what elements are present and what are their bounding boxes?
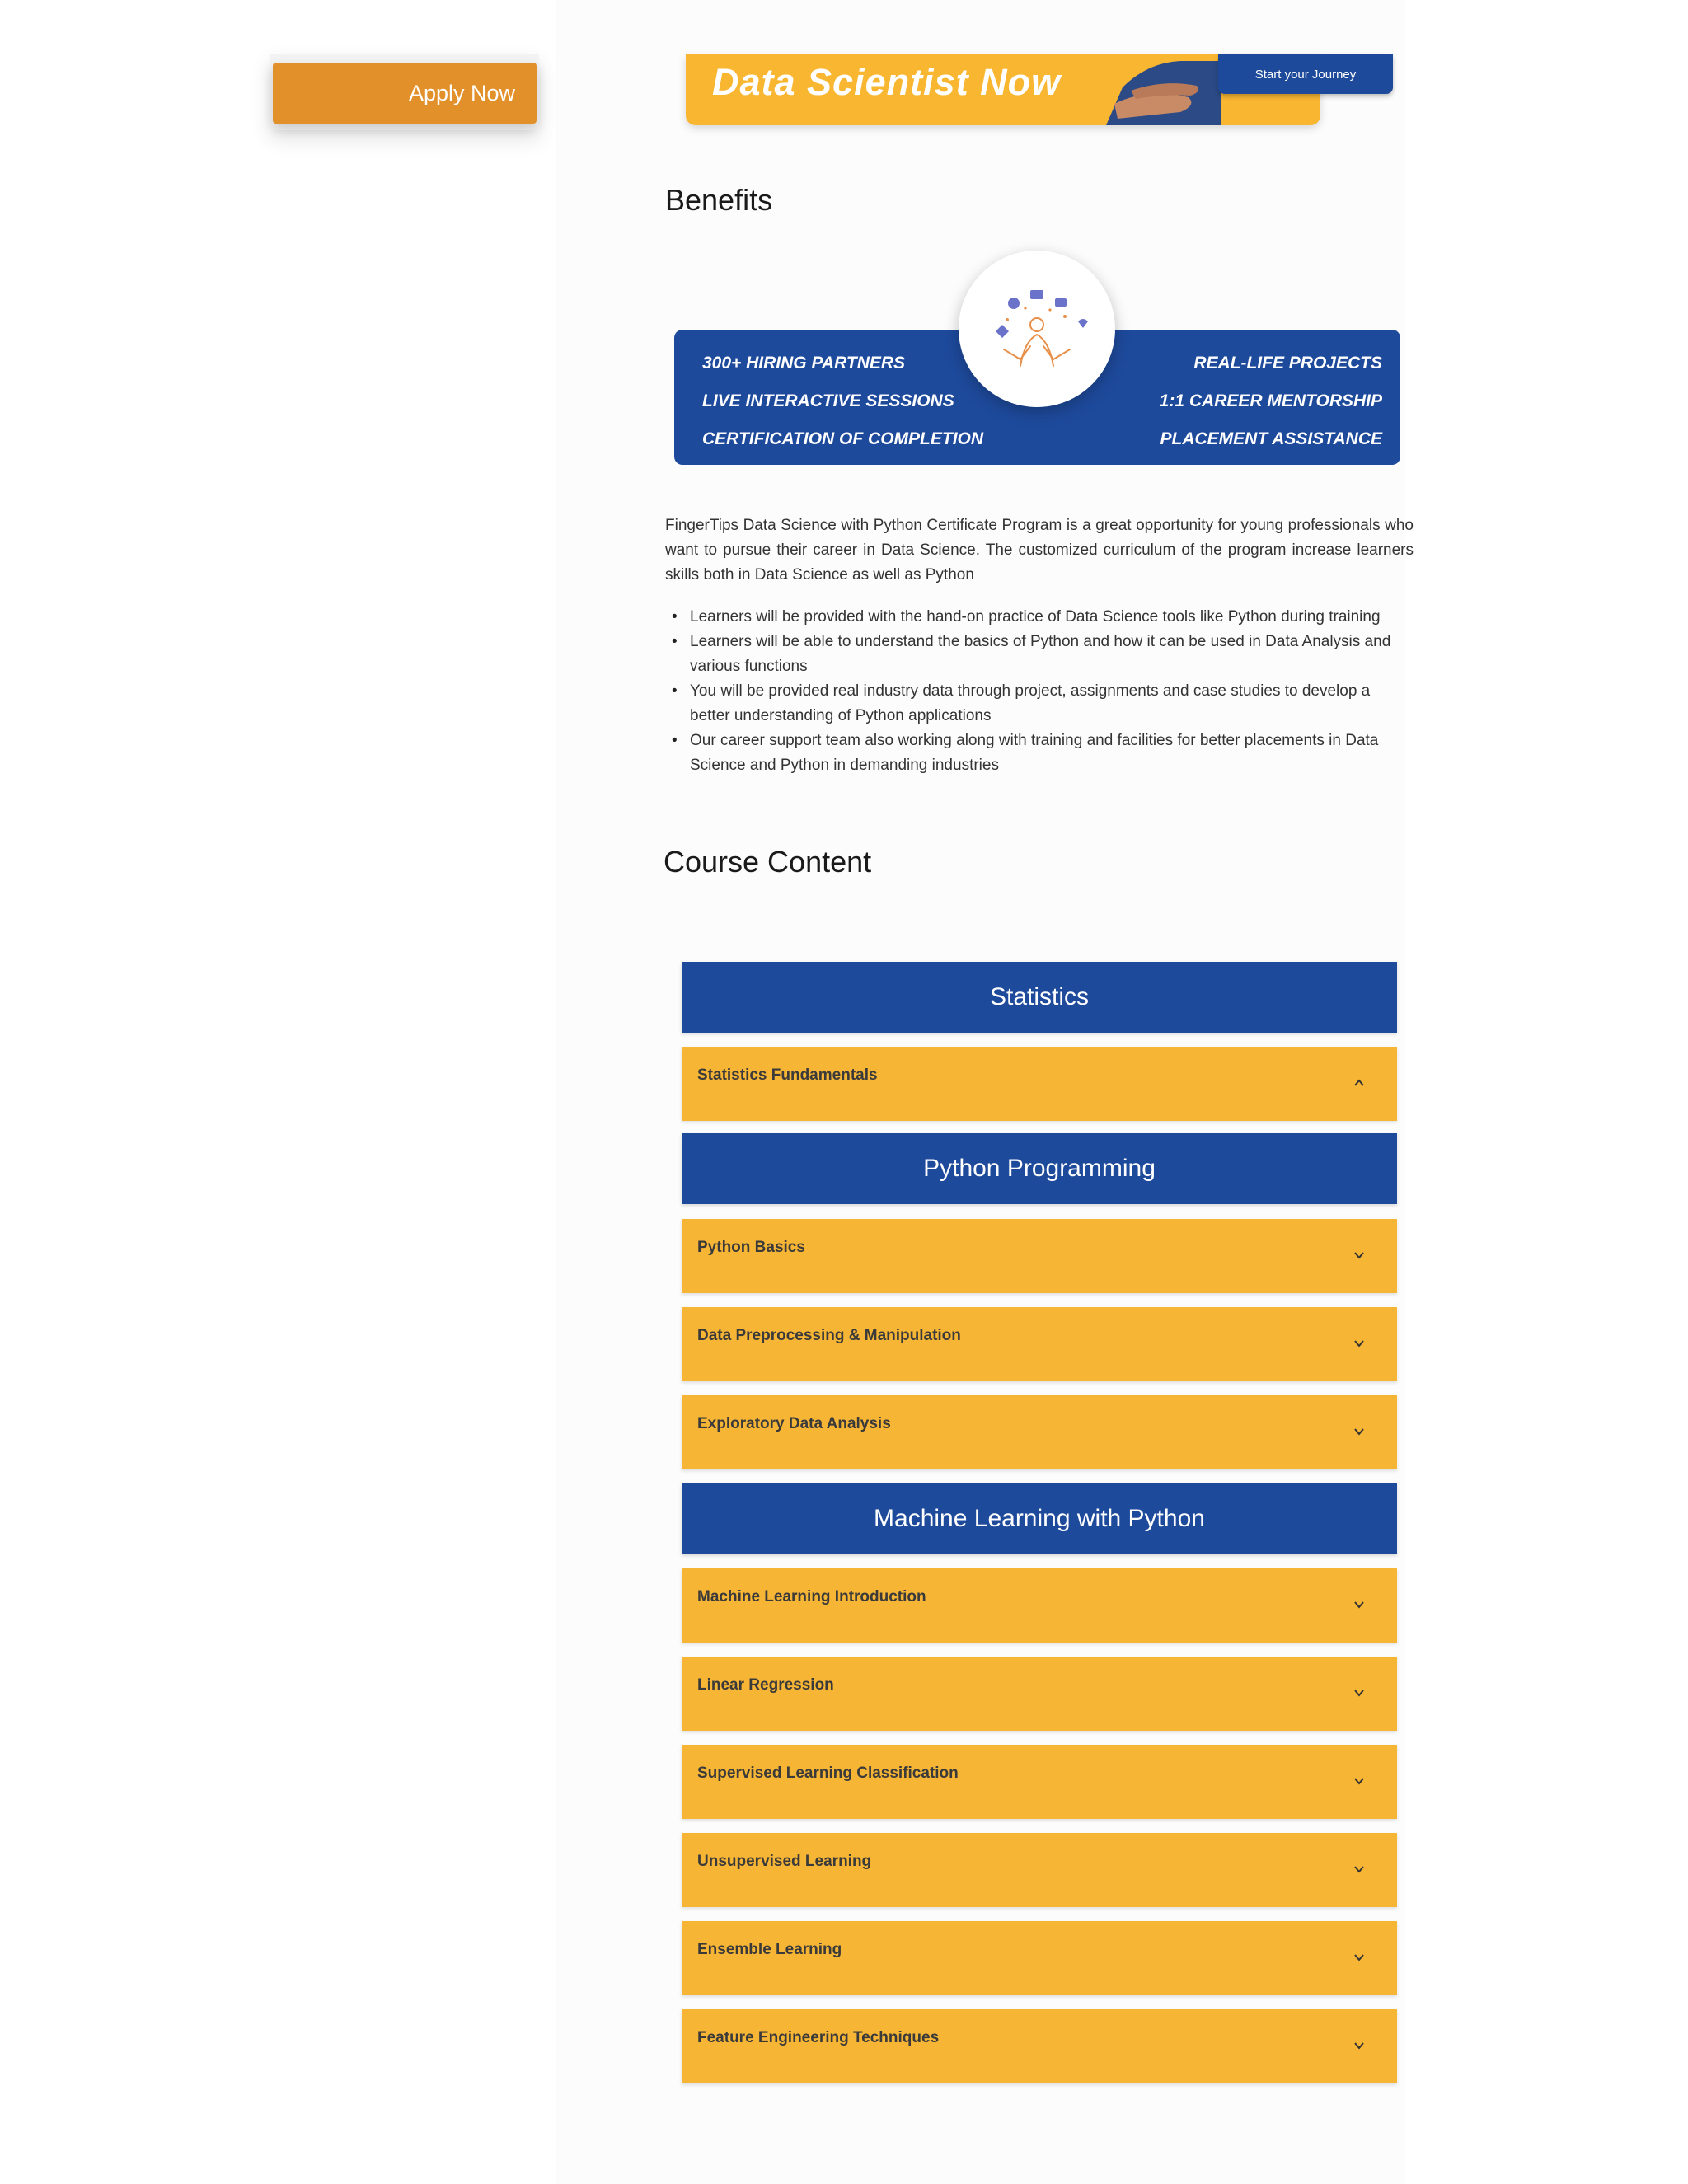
benefit-certification: CERTIFICATION OF COMPLETION [702, 429, 984, 448]
accordion-statistics-fundamentals[interactable] [682, 1047, 1397, 1121]
accordion-python-basics[interactable] [682, 1219, 1397, 1293]
accordion-data-preprocessing[interactable] [682, 1307, 1397, 1381]
chevron-down-icon[interactable] [1353, 1951, 1366, 1964]
accordion-feature-engineering[interactable] [682, 2009, 1397, 2083]
chevron-down-icon[interactable] [1353, 1598, 1366, 1611]
list-item: • Learners will be provided with the hand-on practice of Data Science tools like Python during training [672, 605, 1414, 630]
list-item: • You will be provided real industry data through project, assignments and case studies to develop a better understanding of Python applications [672, 679, 1414, 729]
accordion-label: Feature Engineering Techniques [697, 2029, 940, 2046]
accordion-label: Data Preprocessing & Manipulation [697, 1327, 961, 1344]
accordion-label: Supervised Learning Classification [697, 1765, 959, 1782]
accordion-ml-introduction[interactable] [682, 1568, 1397, 1643]
accordion-ensemble-learning[interactable] [682, 1921, 1397, 1995]
accordion-label: Statistics Fundamentals [697, 1066, 878, 1084]
start-journey-button[interactable]: Start your Journey [1218, 54, 1393, 94]
course-content-heading: Course Content [663, 845, 872, 879]
accordion-label: Ensemble Learning [697, 1941, 842, 1958]
accordion-label: Machine Learning Introduction [697, 1588, 926, 1605]
accordion-exploratory-data-analysis[interactable] [682, 1395, 1397, 1469]
chevron-down-icon[interactable] [1353, 1686, 1366, 1699]
benefit-mentorship: 1:1 CAREER MENTORSHIP [1159, 391, 1382, 410]
list-item: • Learners will be able to understand the basics of Python and how it can be used in Data Analysis and various functions [672, 630, 1414, 679]
benefit-real-projects: REAL-LIFE PROJECTS [1193, 354, 1382, 373]
benefits-heading: Benefits [665, 183, 773, 217]
benefits-illustration [959, 251, 1115, 407]
chevron-down-icon[interactable] [1353, 1774, 1366, 1788]
chevron-up-icon[interactable] [1353, 1076, 1366, 1090]
chevron-down-icon[interactable] [1353, 1249, 1366, 1262]
accordion-unsupervised-learning[interactable] [682, 1833, 1397, 1907]
category-machine-learning: Machine Learning with Python [682, 1483, 1397, 1554]
accordion-label: Exploratory Data Analysis [697, 1415, 891, 1432]
chevron-down-icon[interactable] [1353, 1337, 1366, 1350]
accordion-linear-regression[interactable] [682, 1657, 1397, 1731]
apply-now-button[interactable]: Apply Now [273, 63, 537, 124]
person-illustration-icon [1098, 54, 1238, 125]
program-description: FingerTips Data Science with Python Certificate Program is a great opportunity for young professionals who want to pursue their career in Data Science. The customized curriculum of the program increase learners skills both in Data Science as well as Python [665, 517, 1414, 583]
chevron-down-icon[interactable] [1353, 1863, 1366, 1876]
chevron-down-icon[interactable] [1353, 2039, 1366, 2052]
chevron-down-icon[interactable] [1353, 1425, 1366, 1438]
program-highlights [672, 605, 1414, 778]
benefit-live-sessions: LIVE INTERACTIVE SESSIONS [702, 391, 954, 410]
learner-skills-icon [979, 284, 1095, 374]
accordion-label: Linear Regression [697, 1676, 834, 1694]
banner-title: Data Scientist Now [712, 61, 1062, 103]
accordion-supervised-classification[interactable] [682, 1745, 1397, 1819]
category-statistics: Statistics [682, 962, 1397, 1033]
benefit-placement: PLACEMENT ASSISTANCE [1160, 429, 1382, 448]
category-python-programming: Python Programming [682, 1133, 1397, 1204]
list-item: • Our career support team also working along with training and facilities for better placements in Data Science and Python in demanding industries [672, 729, 1414, 778]
accordion-label: Python Basics [697, 1239, 805, 1256]
benefit-hiring-partners: 300+ HIRING PARTNERS [702, 354, 906, 373]
accordion-label: Unsupervised Learning [697, 1853, 872, 1870]
